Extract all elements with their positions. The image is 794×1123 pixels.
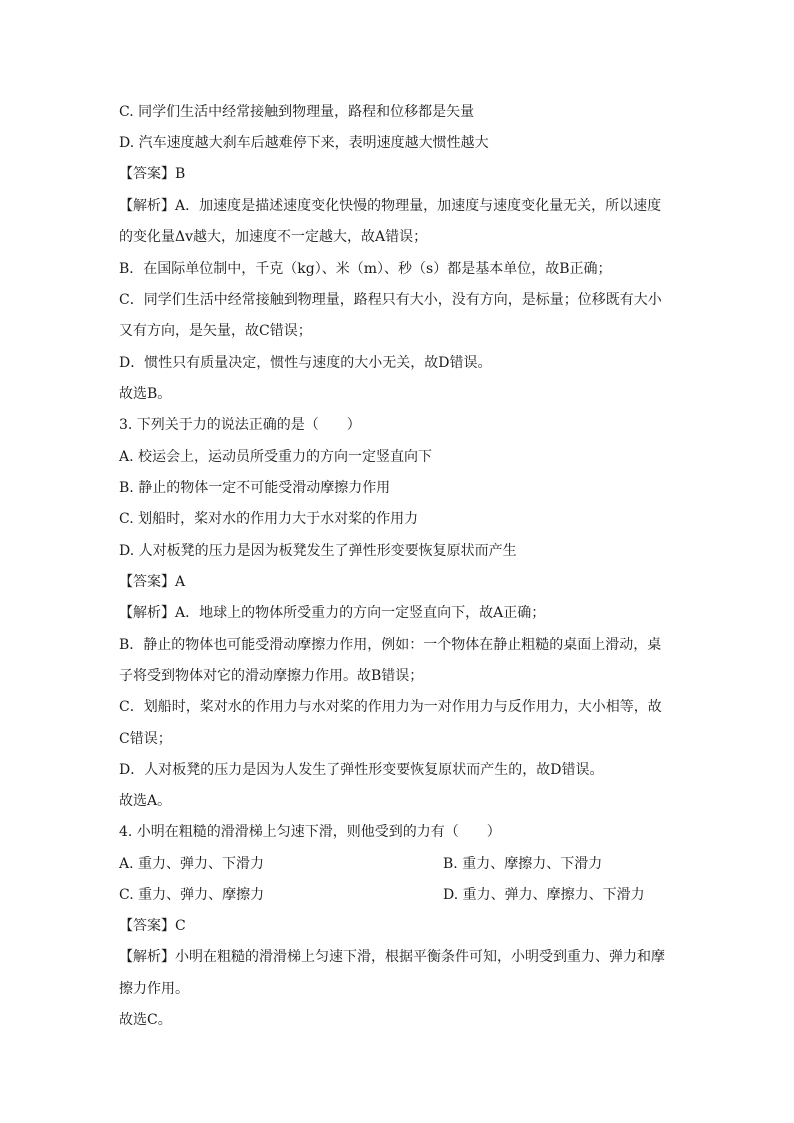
- answer-tag: 【 答案 】: [119, 574, 175, 590]
- answer-value: A: [175, 574, 186, 590]
- q3-analysis-line: [119, 603, 545, 623]
- q3-option-b: B. 静止的物体一定不可能受滑动摩擦力作用: [119, 480, 391, 496]
- q2-option-d: D. 汽车速度越大刹车后越难停下来，表明速度越大惯性越大: [119, 135, 489, 151]
- q3-conclusion: 故选A。: [119, 793, 172, 809]
- q4-option-b: B. 重力、摩擦力、下滑力: [443, 856, 603, 872]
- q3-stem: 3. 下列关于力的说法正确的是（ ）: [119, 417, 361, 433]
- q4-stem: 4. 小明在粗糙的滑滑梯上匀速下滑，则他受到的力有（ ）: [119, 824, 501, 840]
- q2-answer: [119, 164, 185, 184]
- analysis-text: 小明在粗糙的滑滑梯上匀速下滑，根据平衡条件可知，小明受到重力、弹力和摩: [175, 949, 665, 965]
- q4-option-d: D. 重力、弹力、摩擦力、下滑力: [443, 887, 645, 903]
- q3-analysis-line: C．划船时，桨对水的作用力与水对桨的作用力为一对作用力与反作用力，大小相等，故: [119, 699, 662, 715]
- q4-answer: [119, 916, 186, 936]
- q2-analysis-line: D．惯性只有质量决定，惯性与速度的大小无关，故D错误。: [119, 355, 492, 371]
- analysis-text: A．加速度是描述速度变化快慢的物理量，加速度与速度变化量无关，所以速度: [175, 198, 662, 214]
- q3-analysis-line: 子将受到物体对它的滑动摩擦力作用。故B错误；: [119, 668, 424, 684]
- q4-analysis-line: 擦力作用。: [119, 981, 189, 997]
- q3-option-c: C. 划船时，桨对水的作用力大于水对桨的作用力: [119, 511, 419, 527]
- q3-analysis-line: C错误；: [119, 731, 172, 747]
- answer-tag: 【 答案 】: [119, 918, 175, 934]
- answer-value: C: [175, 918, 186, 934]
- q2-analysis-line: 又有方向，是矢量，故C错误；: [119, 323, 312, 339]
- analysis-text: A．地球上的物体所受重力的方向一定竖直向下，故A正确；: [175, 605, 546, 621]
- q2-analysis-line: B．在国际单位制中，千克（kg）、米（m）、秒（s）都是基本单位，故B正确；: [119, 261, 612, 277]
- q4-option-a: A. 重力、弹力、下滑力: [119, 856, 265, 872]
- q4-option-c: C. 重力、弹力、摩擦力: [119, 887, 265, 903]
- q2-analysis-line: 的变化量Δv越大，加速度不一定越大，故A错误；: [119, 229, 428, 245]
- q2-conclusion: 故选B。: [119, 386, 172, 402]
- q3-option-a: A. 校运会上，运动员所受重力的方向一定竖直向下: [119, 449, 433, 465]
- answer-tag: 【 答案 】: [119, 166, 175, 182]
- q3-answer: [119, 572, 185, 592]
- analysis-tag: 【 解析 】: [119, 198, 175, 214]
- q3-analysis-line: D．人对板凳的压力是因为人发生了弹性形变要恢复原状而产生的，故D错误。: [119, 762, 604, 778]
- q4-conclusion: 故选C。: [119, 1012, 172, 1028]
- analysis-tag: 【 解析 】: [119, 949, 175, 965]
- q2-analysis-line: [119, 196, 661, 216]
- q3-analysis-line: B．静止的物体也可能受滑动摩擦力作用，例如：一个物体在静止粗糙的桌面上滑动，桌: [119, 637, 662, 653]
- q3-option-d: D. 人对板凳的压力是因为板凳发生了弹性形变要恢复原状而产生: [119, 543, 517, 559]
- analysis-tag: 【 解析 】: [119, 605, 175, 621]
- q2-analysis-line: C．同学们生活中经常接触到物理量，路程只有大小，没有方向，是标量；位移既有大小: [119, 292, 662, 308]
- answer-value: B: [175, 166, 186, 182]
- q2-option-c: C. 同学们生活中经常接触到物理量，路程和位移都是矢量: [119, 104, 475, 120]
- q4-analysis-line: [119, 947, 665, 967]
